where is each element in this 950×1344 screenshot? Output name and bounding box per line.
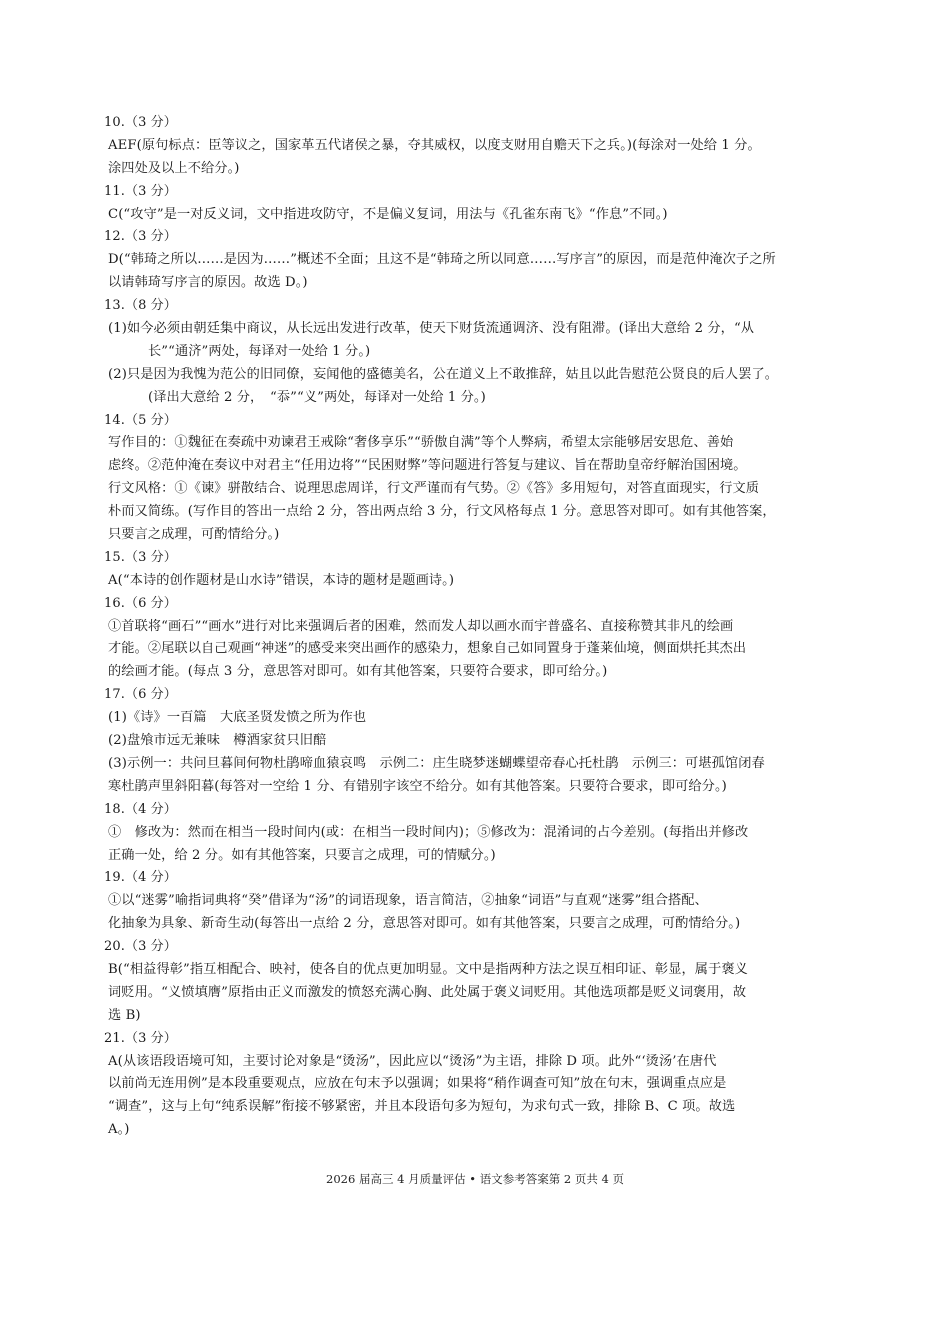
question-number: 14.（5 分） [104,412,177,428]
answer-line: C(“攻守”是一对反义词，文中指进攻防守，不是偏义复词，用法与《孔雀东南飞》“作息”不同。) [108,206,668,222]
answer-line: 长”“通济”两处，每译对一处给 1 分。) [148,343,371,359]
question-number: 15.（3 分） [104,549,177,565]
answer-line: (3)示例一：共问旦暮间何物杜鹃啼血猿哀鸣 示例二：庄生晓梦迷蝴蝶望帝春心托杜鹃 示例三：可堪孤馆闭春 [108,755,765,771]
answer-line: ①首联将“画石”“画水”进行对比来强调后者的困难，然而发人却以画水而宇普盛名、直接称赞其非凡的绘画 [108,618,734,634]
question-number: 17.（6 分） [104,687,177,703]
question-number: 20.（3 分） [104,939,177,955]
answer-line: 只要言之成理，可酌情给分。) [108,527,280,543]
answer-line: (1)《诗》一百篇 大底圣贤发愤之所为作也 [108,710,367,726]
answer-line: A(从该语段语境可知，主要讨论对象是“烫汤”，因此应以“烫汤”为主语，排除 D 项。此外“‘烫汤’在唐代 [108,1053,717,1069]
question-number: 12.（3 分） [104,229,177,245]
answer-line: (2)只是因为我愧为范公的旧同僚，妄闻他的盛德美名，公在道义上不敢推辞，姑且以此告慰范公贤良的后人罢了。 [108,366,779,382]
answer-line: D(“韩琦之所以……是因为……”概述不全面；且这不是“韩琦之所以同意……写序言”的原因，而是范仲淹次子之所 [108,252,776,268]
answer-list [104,112,864,1142]
answer-line: ①以“迷雾”喻指词典将“癸”借译为“汤”的词语现象，语言简洁，②抽象“词语”与直观“迷雾”组合搭配、 [108,893,708,909]
answer-line: 才能。②尾联以自己观画“神迷”的感受来突出画作的感染力，想象自己如同置身于蓬莱仙境，侧面烘托其杰出 [108,641,747,657]
answer-line: 选 B) [108,1007,141,1023]
answer-line: 寒杜鹃声里斜阳暮(每答对一空给 1 分、有错别字该空不给分。如有其他答案。只要符合要求，即可给分。) [108,778,727,794]
answer-line: 涂四处及以上不给分。) [108,160,240,176]
answer-line: 化抽象为具象、新奇生动(每答出一点给 2 分，意思答对即可。如有其他答案，只要言之成理，可酌情给分。) [108,916,741,932]
answer-line: 行文风格：①《谏》骈散结合、说理思虑周详，行文严谨而有气势。②《答》多用短句，对答直面现实，行文质 [108,481,760,497]
question-number: 19.（4 分） [104,870,177,886]
answer-line: 以前尚无连用例”是本段重要观点，应放在句末予以强调；如果将“稍作调查可知”放在句末，强调重点应是 [108,1076,727,1092]
question-number: 13.（8 分） [104,298,177,314]
answer-line: 词贬用。“义愤填膺”原指由正义而激发的愤怒充满心胸、此处属于褒义词贬用。其他选项都是贬义词褒用，故 [108,984,747,1000]
answer-line: 虑终。②范仲淹在奏议中对君主“任用边将”“民困财弊”等问题进行答复与建议、旨在帮助皇帝纾解治国困境。 [108,458,747,474]
answer-line: (译出大意给 2 分， “忝”“义”两处，每译对一处给 1 分。) [148,389,486,405]
answer-line: B(“相益得彰”指互相配合、映衬，使各自的优点更加明显。文中是指两种方法之误互相印证、彰显，属于褒义 [108,961,748,977]
question-number: 16.（6 分） [104,595,177,611]
answer-line: (2)盘飧市远无兼味 樽酒家贫只旧醅 [108,733,327,749]
answer-line: 的绘画才能。(每点 3 分，意思答对即可。如有其他答案，只要符合要求，即可给分。) [108,664,608,680]
question-number: 21.（3 分） [104,1030,177,1046]
answer-line: 以请韩琦写序言的原因。故选 D。) [108,275,308,291]
answer-line: ① 修改为：然而在相当一段时间内(或：在相当一段时间内)；⑤修改为：混淆词的占今差别。(每指出并修改 [108,824,749,840]
answer-line: (1)如今必须由朝廷集中商议，从长远出发进行改革，使天下财货流通调济、没有阻滞。(译出大意给 2 分，“从 [108,321,755,337]
answer-line: A。) [108,1122,130,1138]
answer-line: 朴而又简练。(写作目的答出一点给 2 分，答出两点给 3 分，行文风格每点 1 分。意思答对即可。如有其他答案， [108,504,776,520]
answer-line: A(“本诗的创作题材是山水诗”错误，本诗的题材是题画诗。) [108,572,455,588]
answer-line: “调查”，这与上句“纯系误解”衔接不够紧密，并且本段语句多为短句，为求句式一致，排除 B、C 项。故选 [108,1099,736,1115]
page-footer: 2026 届高三 4 月质量评估 • 语文参考答案第 2 页共 4 页 [326,1172,624,1186]
answer-line: AEF(原句标点：臣等议之，国家革五代诸侯之暴，夺其威权，以度支财用自赡天下之兵。)(每涂对一处给 1 分。 [108,137,761,153]
question-number: 11.（3 分） [104,183,177,199]
question-number: 10.（3 分） [104,115,177,130]
answer-line: 写作目的：①魏征在奏疏中劝谏君王戒除“奢侈享乐”“骄傲自满”等个人弊病，希望太宗能够居安思危、善始 [108,435,734,451]
question-number: 18.（4 分） [104,801,177,817]
answer-line: 正确一处，给 2 分。如有其他答案，只要言之成理，可的情赋分。) [108,847,496,863]
